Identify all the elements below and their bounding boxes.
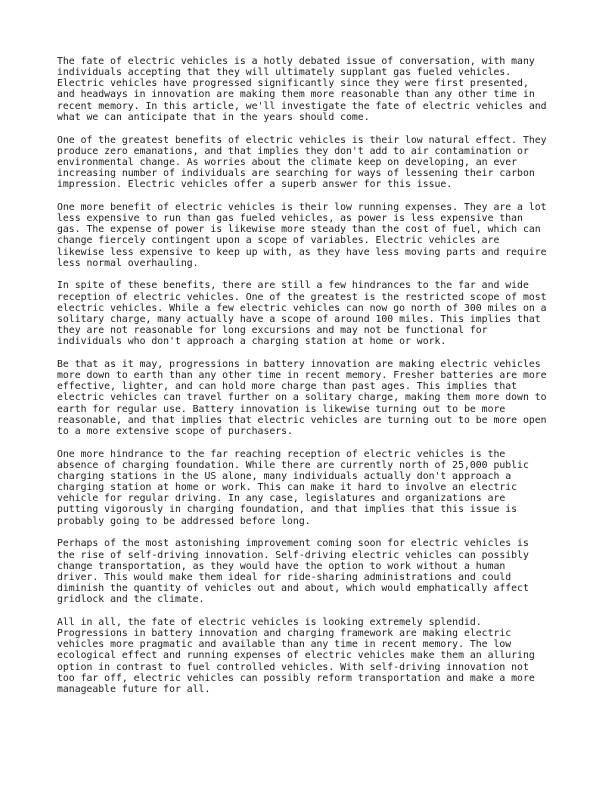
text-line: option in contrast to fuel controlled vehicles. With self-driving innovation not [57,661,529,673]
text-line: too far off, electric vehicles can possibly reform transportation and make a more [57,672,535,684]
text-line: reception of electric vehicles. One of the greatest is the restricted scope of most [57,291,547,303]
text-line: earth for regular use. Battery innovation is likewise turning out to be more [57,403,506,415]
paragraph [57,135,577,191]
text-line: impression. Electric vehicles offer a superb answer for this issue. [57,179,453,191]
text-line: manageable future for all. [57,683,211,695]
text-line: vehicles more pragmatic and available than any time in recent memory. The low [57,639,512,651]
text-line: vehicle for regular driving. In any case, legislatures and organizations are [57,493,506,505]
text-line: charging stations in the US alone, many individuals actually don't approach a [57,470,512,482]
text-line: recent memory. In this article, we'll investigate the fate of electric vehicles and [57,100,547,112]
paragraph [57,56,577,123]
text-line: to a more extensive scope of purchasers. [57,425,293,437]
text-line: Progressions in battery innovation and charging framework are making electric [57,628,512,640]
text-line: All in all, the fate of electric vehicles is looking extremely splendid. [57,616,482,628]
text-line: One more benefit of electric vehicles is their low running expenses. They are a lot [57,201,547,213]
text-line: environmental change. As worries about the climate keep on developing, an ever [57,156,518,168]
paragraph [57,449,577,527]
text-line: absence of charging foundation. While there are currently north of 25,000 public [57,459,529,471]
text-line: electric vehicles can travel further on a solitary charge, making them more down to [57,392,547,404]
text-line: ecological effect and running expenses of electric vehicles make them an alluring [57,650,535,662]
text-line: effective, lighter, and can hold more charge than past ages. This implies that [57,381,518,393]
text-line: reasonable, and that implies that electric vehicles are turning out to be more open [57,414,547,426]
text-line: individuals who don't approach a charging station at home or work. [57,336,447,348]
text-line: One of the greatest benefits of electric vehicles is their low natural effect. They [57,134,547,146]
text-line: change transportation, as they would have the option to work without a human [57,560,506,572]
text-line: solitary charge, many actually have a scope of around 100 miles. This implies that [57,313,541,325]
text-line: charging station at home or work. This can make it hard to involve an electric [57,482,518,494]
text-line: change fiercely contingent upon a scope of variables. Electric vehicles are [57,235,500,247]
text-line: diminish the quantity of vehicles out and about, which would emphatically affect [57,582,529,594]
text-line: produce zero emanations, and that implies they don't add to air contamination or [57,145,529,157]
text-line: Perhaps of the most astonishing improvement coming soon for electric vehicles is [57,538,529,550]
text-line: increasing number of individuals are searching for ways of lessening their carbon [57,168,535,179]
text-line: Electric vehicles have progressed significantly since they were first presented, [57,78,529,90]
text-line: and headways in innovation are making them more reasonable than any other time in [57,89,535,101]
text-line: less normal overhauling. [57,257,199,269]
text-line: gridlock and the climate. [57,594,205,606]
text-line: more down to earth than any other time in recent memory. Fresher batteries are more [57,370,547,382]
text-line: what we can anticipate that in the years should come. [57,111,370,123]
text-line: probably going to be addressed before long. [57,515,311,527]
text-line: The fate of electric vehicles is a hotly debated issue of conversation, with many [57,56,535,67]
text-line: Be that as it may, progressions in battery innovation are making electric vehicles [57,358,541,370]
text-line: likewise less expensive to keep up with, as they have less moving parts and require [57,246,547,258]
text-line: driver. This would make them ideal for ride-sharing administrations and could [57,571,512,583]
text-line: individuals accepting that they will ultimately supplant gas fueled vehicles. [57,67,512,79]
document-page [57,56,577,707]
paragraph [57,617,577,695]
text-line: In spite of these benefits, there are still a few hindrances to the far and wide [57,280,529,292]
text-line: putting vigorously in charging foundation, and that implies that this issue is [57,504,518,516]
text-line: One more hindrance to the far reaching reception of electric vehicles is the [57,448,506,460]
paragraph [57,359,577,437]
text-line: gas. The expense of power is likewise more steady than the cost of fuel, which can [57,224,541,236]
text-line: they are not reasonable for long excursions and may not be functional for [57,325,488,337]
text-line: less expensive to run than gas fueled vehicles, as power is less expensive than [57,213,523,225]
paragraph [57,538,577,605]
text-line: the rise of self-driving innovation. Self-driving electric vehicles can possibly [57,549,529,561]
paragraph [57,202,577,269]
paragraph [57,280,577,347]
text-line: electric vehicles. While a few electric vehicles can now go north of 300 miles on a [57,302,547,314]
